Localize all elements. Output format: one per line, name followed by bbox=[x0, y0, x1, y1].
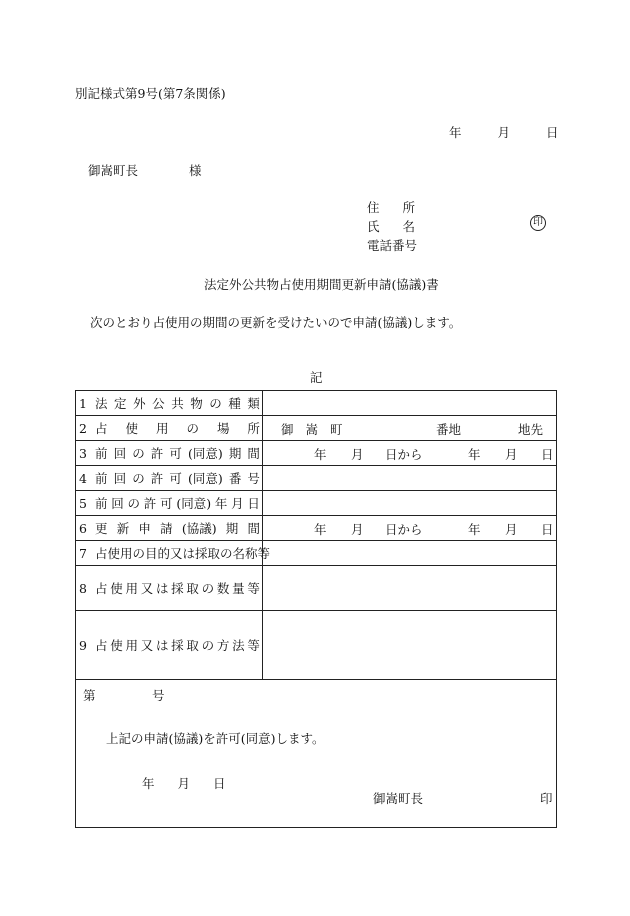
applicant-address-label: 住 所 bbox=[367, 200, 415, 215]
row-label: 8 占 使 用 又 は 採 取 の 数 量 等 bbox=[76, 566, 263, 611]
approval-number-suffix: 号 bbox=[152, 688, 165, 703]
submission-date bbox=[449, 123, 558, 141]
row-label: 2 占 使 用 の 場 所 bbox=[76, 416, 263, 441]
row-label: 6 更 新 申 請 (協議) 期 間 bbox=[76, 516, 263, 541]
date-day-label: 日 bbox=[545, 125, 559, 140]
value-purpose-or-name[interactable] bbox=[263, 541, 557, 566]
document-title: 法定外公共物占使用期間更新申請(協議)書 bbox=[204, 277, 439, 292]
seal-mark: 印 bbox=[530, 215, 546, 231]
table-row bbox=[76, 491, 557, 516]
table-row bbox=[76, 611, 557, 680]
value-quantity[interactable] bbox=[263, 566, 557, 611]
value-method[interactable] bbox=[263, 611, 557, 680]
label-previous-permit-date: 前 回 の 許 可 (同意) 年 月 日 bbox=[95, 496, 260, 511]
value-previous-permit-number[interactable] bbox=[263, 466, 557, 491]
banchi-label: 番地 bbox=[436, 422, 462, 437]
ki-heading: 記 bbox=[310, 370, 323, 385]
form-reference: 別記様式第9号(第7条関係) bbox=[75, 86, 226, 101]
table-row bbox=[76, 566, 557, 611]
applicant-phone-label: 電話番号 bbox=[367, 238, 418, 253]
date-month-label: 月 bbox=[497, 125, 510, 140]
approval-mayor: 御嵩町長 bbox=[373, 791, 424, 806]
label-renewal-period: 更 新 申 請 (協議) 期 間 bbox=[95, 521, 260, 536]
label-location: 占 使 用 の 場 所 bbox=[95, 421, 260, 436]
addressee-name: 御嵩町長 bbox=[88, 163, 139, 178]
approval-section bbox=[76, 680, 557, 828]
value-renewal-period[interactable]: 年 月 日から 年 月 日 bbox=[263, 516, 557, 541]
value-previous-permit-date[interactable] bbox=[263, 491, 557, 516]
label-previous-permit-number: 前 回 の 許 可 (同意) 番 号 bbox=[95, 471, 260, 486]
row-label: 1 法 定 外 公 共 物 の 種 類 bbox=[76, 391, 263, 416]
row-label: 9 占 使 用 又 は 採 取 の 方 法 等 bbox=[76, 611, 263, 680]
table-row bbox=[76, 516, 557, 541]
label-previous-permit-period: 前 回 の 許 可 (同意) 期 間 bbox=[95, 446, 260, 461]
date-year-label: 年 bbox=[449, 125, 462, 140]
addressee bbox=[88, 161, 202, 179]
label-quantity: 占 使 用 又 は 採 取 の 数 量 等 bbox=[95, 581, 260, 596]
addressee-honorific: 様 bbox=[188, 163, 202, 178]
label-method: 占 使 用 又 は 採 取 の 方 法 等 bbox=[95, 638, 260, 653]
value-previous-permit-period[interactable]: 年 月 日から 年 月 日 bbox=[263, 441, 557, 466]
row-label: 4 前 回 の 許 可 (同意) 番 号 bbox=[76, 466, 263, 491]
row-label: 7 占使用の目的又は採取の名称等 bbox=[76, 541, 263, 566]
approval-text: 上記の申請(協議)を許可(同意)します。 bbox=[106, 731, 325, 746]
town-name: 御 嵩 町 bbox=[281, 422, 343, 437]
row-label: 5 前 回 の 許 可 (同意) 年 月 日 bbox=[76, 491, 263, 516]
intro-text: 次のとおり占使用の期間の更新を受けたいので申請(協議)します。 bbox=[90, 315, 462, 330]
chisaki-label: 地先 bbox=[518, 422, 544, 437]
table-row bbox=[76, 466, 557, 491]
applicant-name-label: 氏 名 bbox=[367, 219, 415, 234]
table-row bbox=[76, 416, 557, 441]
table-row bbox=[76, 441, 557, 466]
approval-row bbox=[76, 680, 557, 828]
value-location[interactable] bbox=[263, 416, 557, 441]
value-type-of-public-property[interactable] bbox=[263, 391, 557, 416]
label-type-of-public-property: 法 定 外 公 共 物 の 種 類 bbox=[95, 396, 260, 411]
table-row bbox=[76, 391, 557, 416]
row-label: 3 前 回 の 許 可 (同意) 期 間 bbox=[76, 441, 263, 466]
application-table bbox=[75, 390, 557, 828]
label-purpose-or-name: 占使用の目的又は採取の名称等 bbox=[95, 546, 271, 561]
table-row bbox=[76, 541, 557, 566]
approval-seal: 印 bbox=[540, 791, 553, 806]
approval-number-prefix: 第 bbox=[83, 688, 96, 703]
approval-date: 年 月 日 bbox=[142, 776, 226, 791]
